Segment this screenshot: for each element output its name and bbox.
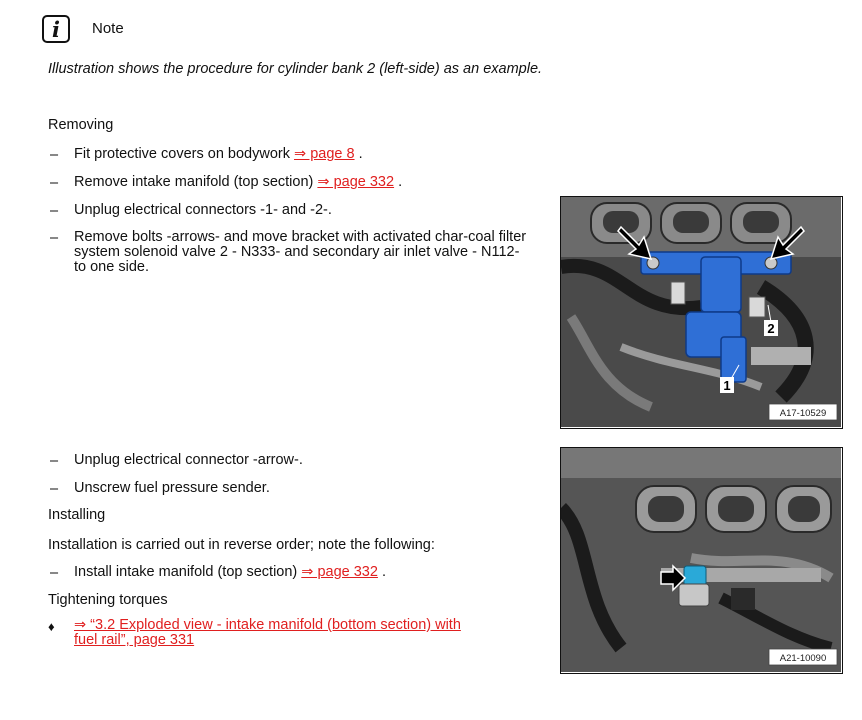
step-dash: – [50,453,59,469]
note-text: Illustration shows the procedure for cylinder bank 2 (left-side) as an example. [48,61,543,77]
page-8-link[interactable]: ⇒ page 8 [294,146,355,162]
step-dash: – [50,481,59,497]
step-remove-bolts: Remove bolts -arrows- and move bracket with activated char-coal filter system solenoid valve 2 - N333- and secondary air inlet valve - N112- to one side. [74,229,527,275]
step-unscrew-sender: Unscrew fuel pressure sender. [74,480,270,496]
page-332-link[interactable]: ⇒ page 332 [317,174,395,190]
figure-fuel-pressure-sender [560,447,843,674]
figure-bracket-removal [560,196,843,429]
step-unplug-connectors: Unplug electrical connectors -1- and -2-. [74,202,332,218]
bullet-icon: ♦ [48,619,55,634]
page-332-link[interactable]: ⇒ page 332 [301,564,378,580]
torques-heading: Tightening torques [48,592,168,608]
step-fit-covers: Fit protective covers on bodywork ⇒ page 8 . [74,146,363,162]
step-remove-manifold: Remove intake manifold (top section) ⇒ page 332 . [74,174,403,190]
figure-2-label: A21-10090 [779,653,827,664]
step-dash: – [50,203,59,219]
installing-heading: Installing [48,507,106,523]
removing-heading: Removing [48,117,114,133]
callout-1: 1 [723,378,731,393]
figure-1-label: A17-10529 [779,408,827,419]
step-dash: – [50,230,59,246]
step-dash: – [50,147,59,163]
exploded-view-link[interactable]: ⇒ “3.2 Exploded view - intake manifold (bottom section) with fuel rail”, page 331 [74,617,461,648]
step-unplug-arrow: Unplug electrical connector -arrow-. [74,452,303,468]
note-label: Note [92,20,124,37]
step-install-manifold: Install intake manifold (top section) ⇒ page 332 . [74,564,386,580]
step-dash: – [50,175,59,191]
step-dash: – [50,565,59,581]
installing-text: Installation is carried out in reverse order; note the following: [48,537,435,553]
callout-2: 2 [767,321,775,336]
note-icon: i [42,15,70,43]
